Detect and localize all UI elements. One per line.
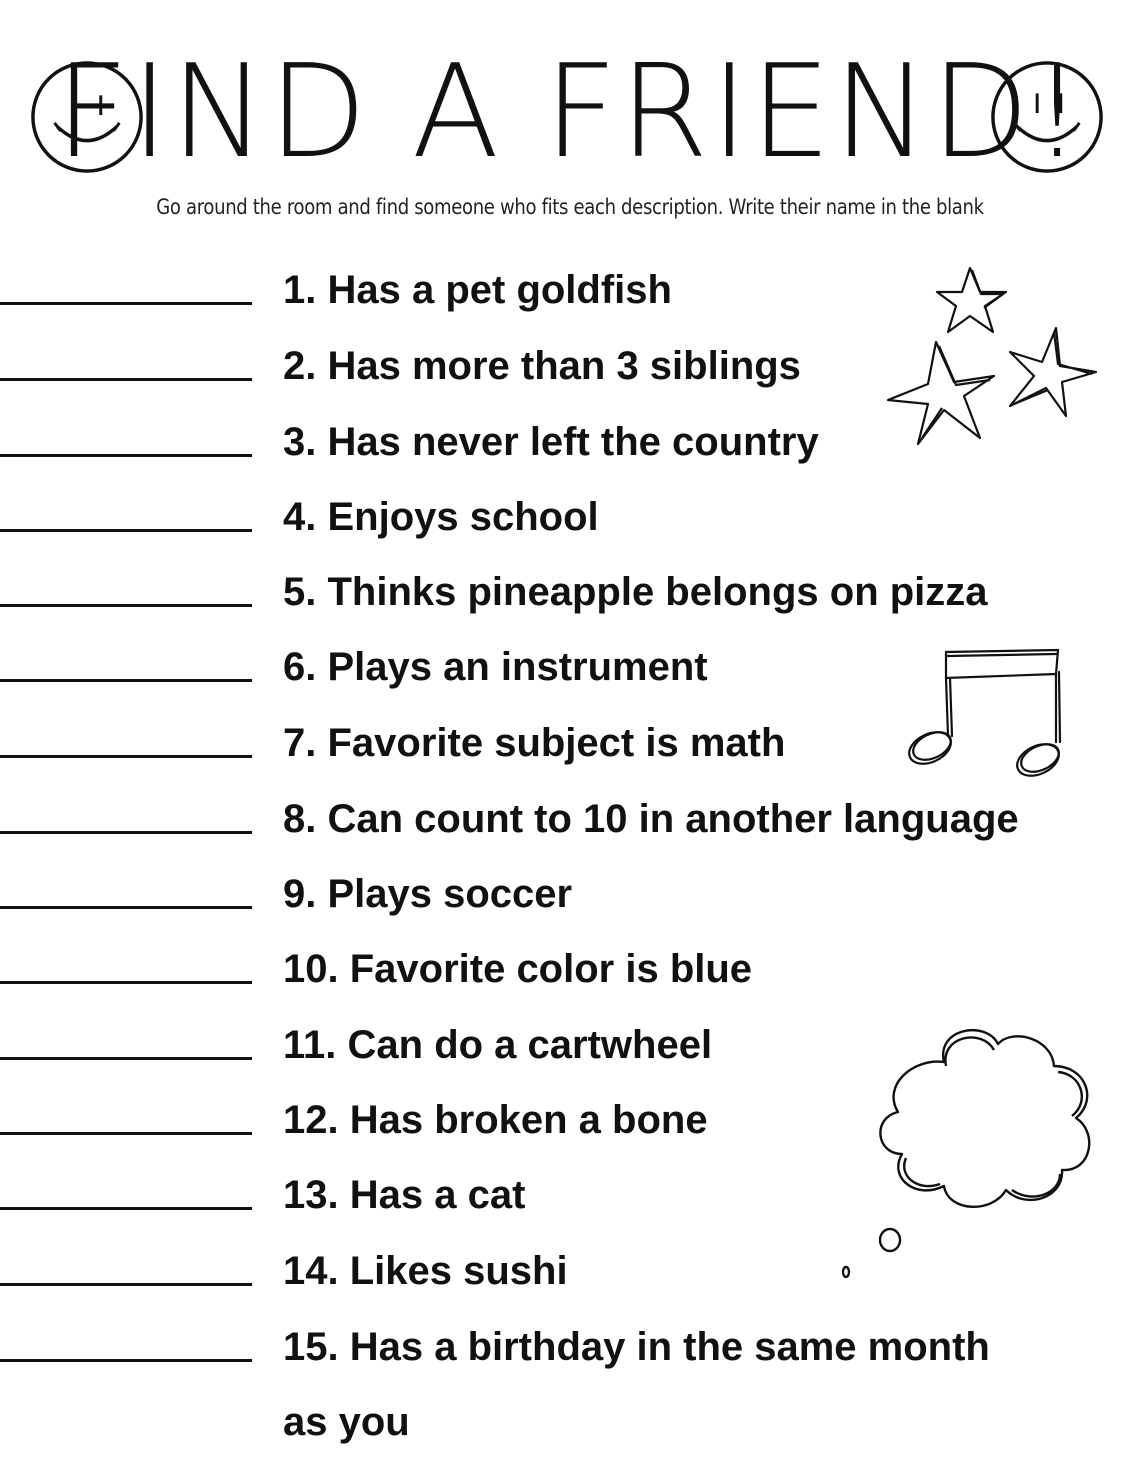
list-item — [0, 862, 1140, 926]
item-text: 7. Favorite subject is math — [283, 721, 786, 765]
item-text: 1. Has a pet goldfish — [283, 268, 672, 312]
item-text-continuation: as you — [283, 1400, 410, 1444]
item-text: 12. Has broken a bone — [283, 1098, 708, 1142]
name-blank[interactable] — [0, 1132, 252, 1135]
item-text: 2. Has more than 3 siblings — [283, 344, 801, 388]
star-icon — [882, 258, 1106, 458]
name-blank[interactable] — [0, 755, 252, 758]
list-item — [0, 787, 1140, 851]
list-item — [0, 560, 1140, 624]
name-blank[interactable] — [0, 1359, 252, 1362]
name-blank[interactable] — [0, 454, 252, 457]
list-item — [0, 937, 1140, 1001]
thought-cloud-icon — [836, 1014, 1108, 1286]
item-text: 8. Can count to 10 in another language — [283, 797, 1019, 841]
item-text: 4. Enjoys school — [283, 495, 599, 539]
item-text: 3. Has never left the country — [283, 420, 819, 464]
name-blank[interactable] — [0, 906, 252, 909]
name-blank[interactable] — [0, 1283, 252, 1286]
name-blank[interactable] — [0, 679, 252, 682]
list-item — [0, 1315, 1140, 1379]
item-text: 10. Favorite color is blue — [283, 947, 753, 991]
name-blank[interactable] — [0, 1207, 252, 1210]
name-blank[interactable] — [0, 529, 252, 532]
name-blank[interactable] — [0, 981, 252, 984]
name-blank[interactable] — [0, 302, 252, 305]
item-text: 6. Plays an instrument — [283, 645, 708, 689]
item-text: 9. Plays soccer — [283, 872, 573, 916]
item-text: 14. Likes sushi — [283, 1249, 568, 1293]
list-item — [0, 485, 1140, 549]
item-text: 5. Thinks pineapple belongs on pizza — [283, 570, 988, 614]
name-blank[interactable] — [0, 1057, 252, 1060]
instructions-text: Go around the room and find someone who fits each description. Write their name in the blank — [156, 195, 984, 219]
name-blank[interactable] — [0, 831, 252, 834]
item-text: 11. Can do a cartwheel — [283, 1023, 713, 1067]
name-blank[interactable] — [0, 378, 252, 381]
item-text: 15. Has a birthday in the same month — [283, 1325, 990, 1369]
item-text: 13. Has a cat — [283, 1173, 526, 1217]
page-title: FIND A FRIEND! — [55, 38, 1085, 187]
name-blank[interactable] — [0, 604, 252, 607]
music-note-icon — [900, 644, 1100, 784]
